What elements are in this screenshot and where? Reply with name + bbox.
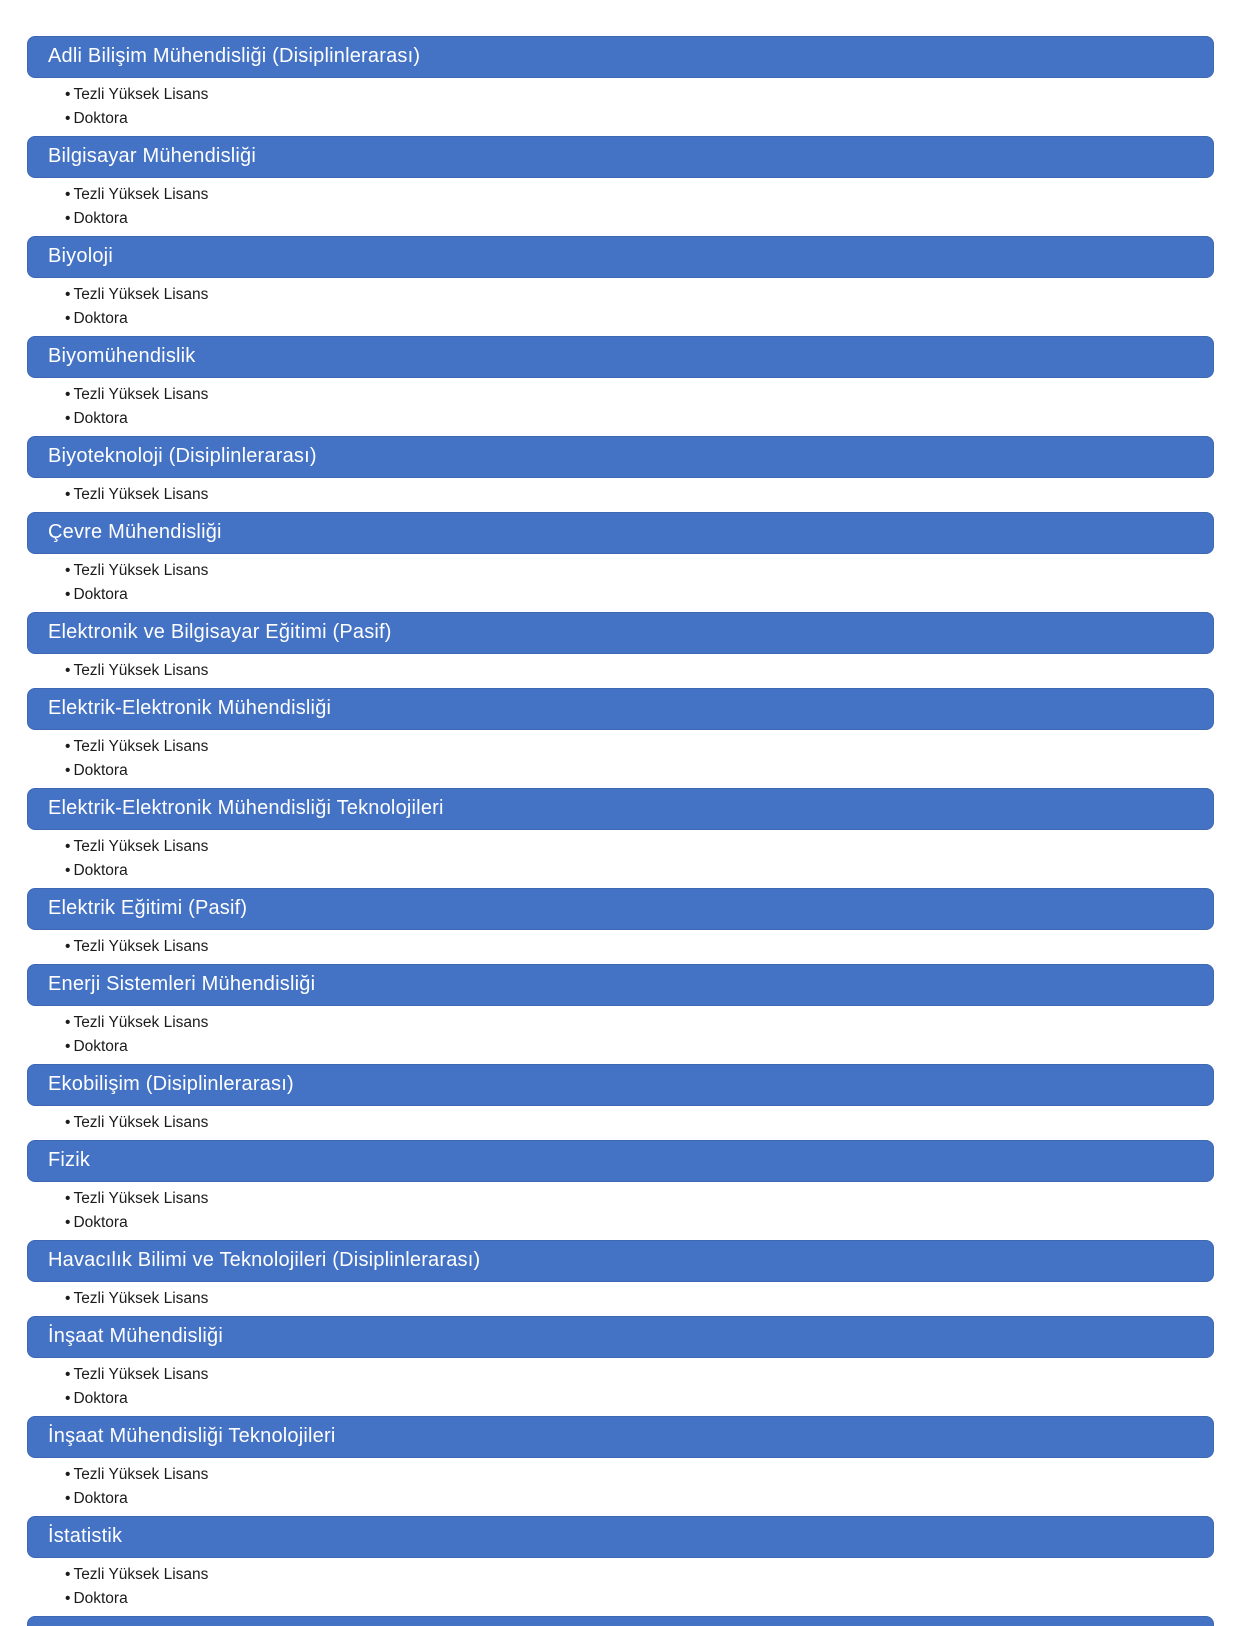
program-list — [27, 1563, 1214, 1611]
program-label: Tezli Yüksek Lisans — [73, 86, 209, 103]
department-section — [27, 1416, 1214, 1511]
department-title: Biyoteknoloji (Disiplinlerarası) — [48, 445, 317, 467]
department-section — [27, 688, 1214, 783]
program-list — [27, 735, 1214, 783]
bullet-icon: • — [65, 410, 71, 427]
department-title: Çevre Mühendisliği — [48, 521, 222, 543]
program-item — [65, 1111, 1214, 1135]
program-label: Tezli Yüksek Lisans — [73, 1114, 209, 1131]
program-item — [65, 1035, 1214, 1059]
program-list — [27, 659, 1214, 683]
program-label: Doktora — [73, 1390, 128, 1407]
department-bar — [27, 36, 1214, 78]
bullet-icon: • — [65, 1038, 71, 1055]
program-item — [65, 759, 1214, 783]
department-bar — [27, 512, 1214, 554]
program-list — [27, 1187, 1214, 1235]
bullet-icon: • — [65, 1390, 71, 1407]
program-label: Doktora — [73, 310, 128, 327]
program-label: Tezli Yüksek Lisans — [73, 938, 209, 955]
program-item — [65, 935, 1214, 959]
department-section — [27, 336, 1214, 431]
program-item — [65, 859, 1214, 883]
department-bar — [27, 688, 1214, 730]
program-list — [27, 1287, 1214, 1311]
program-label: Tezli Yüksek Lisans — [73, 838, 209, 855]
bullet-icon: • — [65, 186, 71, 203]
program-item — [65, 83, 1214, 107]
bullet-icon: • — [65, 210, 71, 227]
program-list — [27, 483, 1214, 507]
department-title: Biyoloji — [48, 245, 113, 267]
program-item — [65, 1187, 1214, 1211]
department-bar — [27, 1140, 1214, 1182]
program-item — [65, 407, 1214, 431]
department-title: Bilgisayar Mühendisliği — [48, 145, 257, 167]
department-bar — [27, 612, 1214, 654]
program-label: Tezli Yüksek Lisans — [73, 738, 209, 755]
bullet-icon: • — [65, 762, 71, 779]
program-item — [65, 659, 1214, 683]
program-item — [65, 1587, 1214, 1611]
department-title: İnşaat Mühendisliği — [48, 1325, 224, 1347]
program-label: Doktora — [73, 1214, 128, 1231]
program-label: Tezli Yüksek Lisans — [73, 1466, 209, 1483]
program-item — [65, 283, 1214, 307]
department-bar — [27, 964, 1214, 1006]
bullet-icon: • — [65, 286, 71, 303]
department-section — [27, 1240, 1214, 1311]
department-section — [27, 612, 1214, 683]
bullet-icon: • — [65, 386, 71, 403]
program-list — [27, 1011, 1214, 1059]
department-title: Elektrik Eğitimi (Pasif) — [48, 897, 248, 919]
program-label: Doktora — [73, 1490, 128, 1507]
bullet-icon: • — [65, 562, 71, 579]
department-bar — [27, 1316, 1214, 1358]
program-item — [65, 559, 1214, 583]
department-section — [27, 1140, 1214, 1235]
bullet-icon: • — [65, 1566, 71, 1583]
department-bar — [27, 1064, 1214, 1106]
bullet-icon: • — [65, 1466, 71, 1483]
program-label: Tezli Yüksek Lisans — [73, 1566, 209, 1583]
department-section — [27, 1316, 1214, 1411]
program-item — [65, 1463, 1214, 1487]
department-list — [27, 36, 1214, 1626]
department-title: İstatistik — [48, 1525, 123, 1547]
department-bar — [27, 236, 1214, 278]
program-item — [65, 1011, 1214, 1035]
program-item — [65, 835, 1214, 859]
department-title: Enerji Sistemleri Mühendisliği — [48, 973, 316, 995]
department-title: Biyomühendislik — [48, 345, 196, 367]
bullet-icon: • — [65, 1214, 71, 1231]
bullet-icon: • — [65, 310, 71, 327]
department-bar — [27, 136, 1214, 178]
program-label: Tezli Yüksek Lisans — [73, 186, 209, 203]
program-label: Tezli Yüksek Lisans — [73, 662, 209, 679]
program-item — [65, 307, 1214, 331]
program-label: Tezli Yüksek Lisans — [73, 1190, 209, 1207]
program-list — [27, 559, 1214, 607]
department-section — [27, 136, 1214, 231]
program-item — [65, 183, 1214, 207]
department-bar — [27, 436, 1214, 478]
program-label: Doktora — [73, 410, 128, 427]
department-title: İnşaat Mühendisliği Teknolojileri — [48, 1425, 336, 1447]
program-label: Doktora — [73, 586, 128, 603]
program-item — [65, 207, 1214, 231]
bullet-icon: • — [65, 662, 71, 679]
program-item — [65, 1487, 1214, 1511]
program-item — [65, 483, 1214, 507]
bullet-icon: • — [65, 1114, 71, 1131]
program-label: Tezli Yüksek Lisans — [73, 386, 209, 403]
program-list — [27, 1463, 1214, 1511]
program-item — [65, 383, 1214, 407]
program-label: Tezli Yüksek Lisans — [73, 1014, 209, 1031]
department-title: Elektronik ve Bilgisayar Eğitimi (Pasif) — [48, 621, 392, 643]
bullet-icon: • — [65, 1366, 71, 1383]
department-section — [27, 1064, 1214, 1135]
program-item — [65, 107, 1214, 131]
program-item — [65, 1363, 1214, 1387]
bullet-icon: • — [65, 1590, 71, 1607]
department-bar — [27, 336, 1214, 378]
program-item — [65, 1387, 1214, 1411]
program-list — [27, 1111, 1214, 1135]
program-label: Doktora — [73, 762, 128, 779]
program-label: Tezli Yüksek Lisans — [73, 486, 209, 503]
bullet-icon: • — [65, 1190, 71, 1207]
department-title: Adli Bilişim Mühendisliği (Disiplinlerarası) — [48, 45, 421, 67]
program-label: Tezli Yüksek Lisans — [73, 562, 209, 579]
department-section — [27, 36, 1214, 131]
bullet-icon: • — [65, 938, 71, 955]
department-bar — [27, 1416, 1214, 1458]
program-label: Doktora — [73, 210, 128, 227]
bullet-icon: • — [65, 1490, 71, 1507]
program-item — [65, 735, 1214, 759]
department-title: Elektrik-Elektronik Mühendisliği — [48, 697, 332, 719]
department-title: Havacılık Bilimi ve Teknolojileri (Disiplinlerarası) — [48, 1249, 481, 1271]
bullet-icon: • — [65, 862, 71, 879]
program-list — [27, 935, 1214, 959]
department-section — [27, 512, 1214, 607]
bullet-icon: • — [65, 738, 71, 755]
department-section — [27, 964, 1214, 1059]
department-section — [27, 888, 1214, 959]
bullet-icon: • — [65, 838, 71, 855]
truncated-department-bar — [27, 1616, 1214, 1626]
department-bar — [27, 1516, 1214, 1558]
department-bar — [27, 788, 1214, 830]
bullet-icon: • — [65, 486, 71, 503]
department-bar — [27, 888, 1214, 930]
bullet-icon: • — [65, 110, 71, 127]
department-section — [27, 436, 1214, 507]
department-title: Elektrik-Elektronik Mühendisliği Teknolojileri — [48, 797, 444, 819]
program-list — [27, 1363, 1214, 1411]
program-list — [27, 835, 1214, 883]
program-item — [65, 1563, 1214, 1587]
program-list — [27, 383, 1214, 431]
bullet-icon: • — [65, 86, 71, 103]
program-label: Doktora — [73, 1590, 128, 1607]
program-label: Tezli Yüksek Lisans — [73, 1366, 209, 1383]
program-label: Doktora — [73, 1038, 128, 1055]
bullet-icon: • — [65, 586, 71, 603]
program-item — [65, 583, 1214, 607]
program-label: Doktora — [73, 862, 128, 879]
program-list — [27, 83, 1214, 131]
program-item — [65, 1211, 1214, 1235]
bullet-icon: • — [65, 1014, 71, 1031]
department-section — [27, 788, 1214, 883]
department-title: Fizik — [48, 1149, 91, 1171]
program-list — [27, 283, 1214, 331]
department-section — [27, 1516, 1214, 1611]
department-section — [27, 236, 1214, 331]
program-label: Tezli Yüksek Lisans — [73, 1290, 209, 1307]
department-title: Ekobilişim (Disiplinlerarası) — [48, 1073, 294, 1095]
department-bar — [27, 1240, 1214, 1282]
program-list — [27, 183, 1214, 231]
program-item — [65, 1287, 1214, 1311]
program-label: Tezli Yüksek Lisans — [73, 286, 209, 303]
program-label: Doktora — [73, 110, 128, 127]
bullet-icon: • — [65, 1290, 71, 1307]
